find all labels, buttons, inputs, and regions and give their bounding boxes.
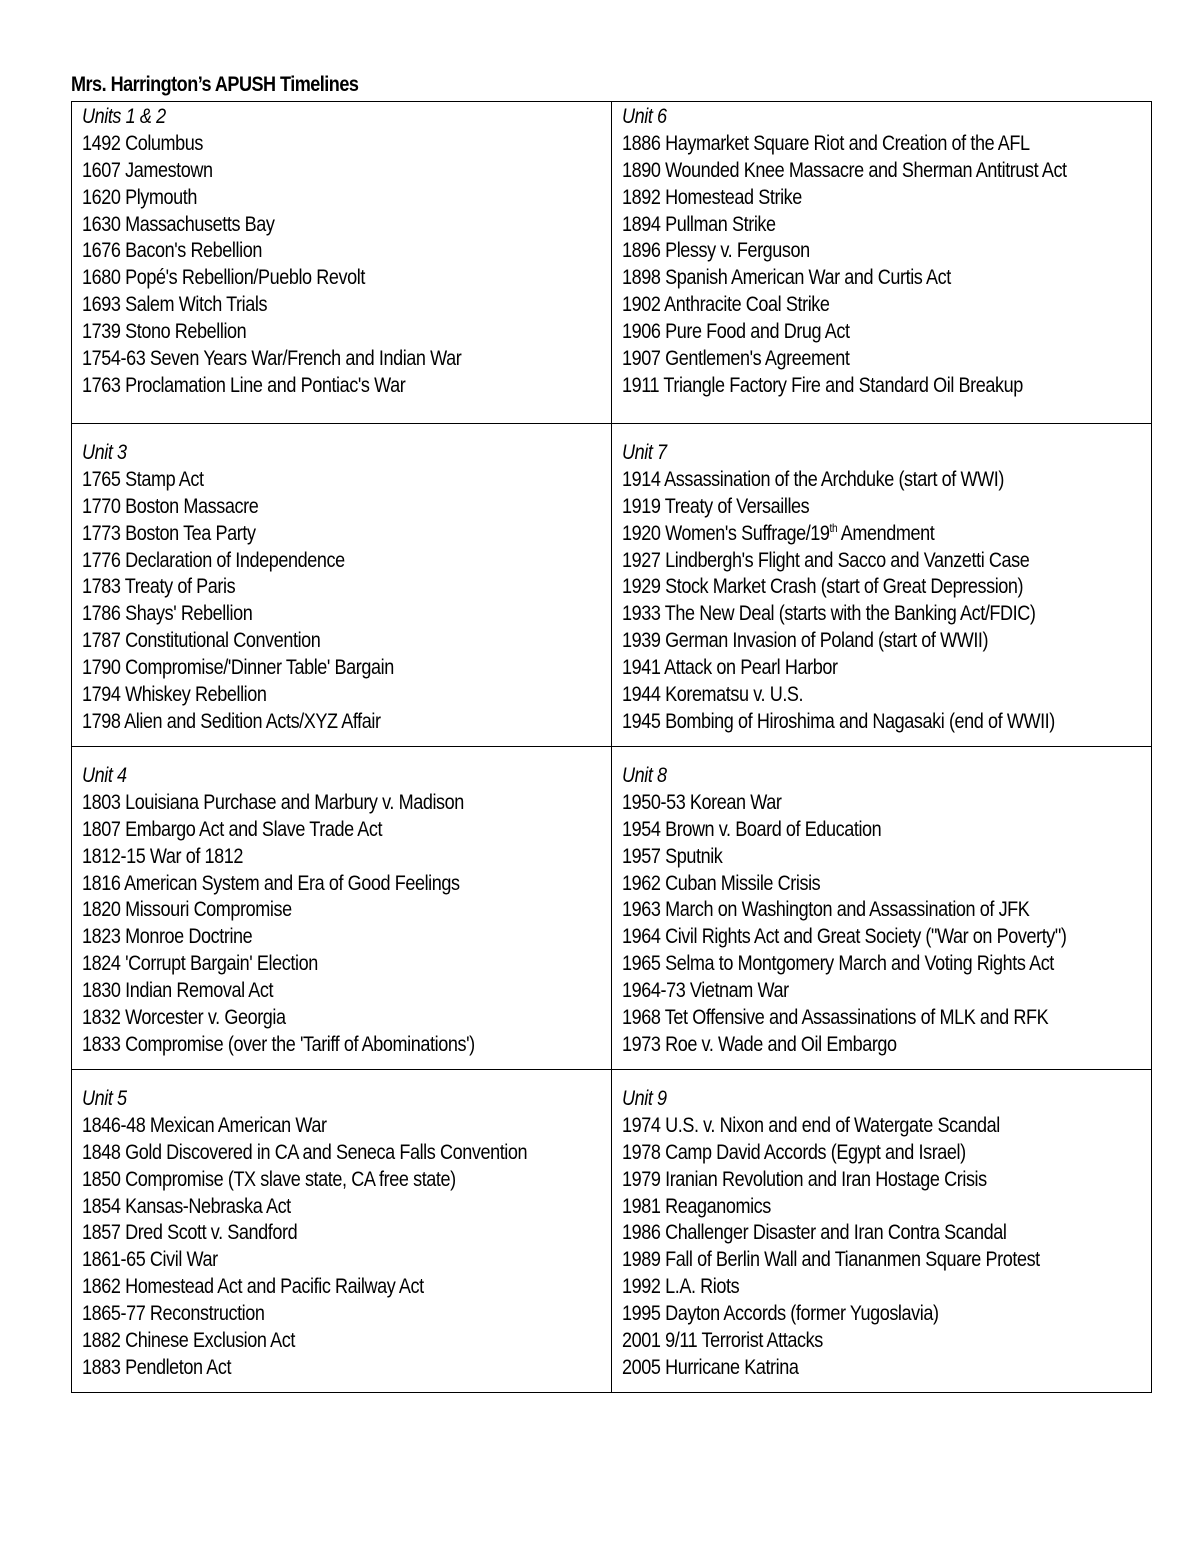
timeline-event: 1803 Louisiana Purchase and Marbury v. Madison bbox=[82, 789, 464, 814]
unit-heading: Unit 3 bbox=[82, 440, 127, 464]
timeline-event: 1794 Whiskey Rebellion bbox=[82, 682, 267, 707]
timeline-event: 1957 Sputnik bbox=[622, 843, 723, 868]
timeline-event: 1763 Proclamation Line and Pontiac's War bbox=[82, 372, 406, 397]
timeline-event: 1846-48 Mexican American War bbox=[82, 1112, 327, 1137]
timeline-event: 1882 Chinese Exclusion Act bbox=[82, 1328, 295, 1353]
timeline-event: 1968 Tet Offensive and Assassinations of MLK and RFK bbox=[622, 1005, 1049, 1030]
timeline-event: 1944 Korematsu v. U.S. bbox=[622, 682, 804, 707]
table-row bbox=[72, 102, 1152, 424]
timeline-event: 1950-53 Korean War bbox=[622, 789, 782, 814]
timeline-event: 1830 Indian Removal Act bbox=[82, 978, 274, 1003]
timeline-event: 1898 Spanish American War and Curtis Act bbox=[622, 265, 951, 290]
event-text: 1920 Women's Suffrage/19 bbox=[622, 520, 830, 545]
timeline-event: 1954 Brown v. Board of Education bbox=[622, 816, 882, 841]
timeline-event: 1974 U.S. v. Nixon and end of Watergate Scandal bbox=[622, 1112, 1000, 1137]
unit-cell-5 bbox=[72, 1070, 612, 1393]
timeline-event: 2001 9/11 Terrorist Attacks bbox=[622, 1328, 823, 1353]
unit-cell-7 bbox=[612, 424, 1152, 747]
timeline-event: 1945 Bombing of Hiroshima and Nagasaki (end of WWII) bbox=[622, 708, 1055, 733]
timeline-event: 1807 Embargo Act and Slave Trade Act bbox=[82, 816, 383, 841]
timeline-event: 1765 Stamp Act bbox=[82, 466, 204, 491]
unit-heading: Unit 9 bbox=[622, 1086, 667, 1110]
timeline-event: 1902 Anthracite Coal Strike bbox=[622, 292, 830, 317]
unit-cell-3 bbox=[72, 424, 612, 747]
timeline-event: 1911 Triangle Factory Fire and Standard Oil Breakup bbox=[622, 372, 1023, 397]
timeline-event: 1832 Worcester v. Georgia bbox=[82, 1005, 286, 1030]
unit-cell-1-2 bbox=[72, 102, 612, 424]
unit-heading: Unit 6 bbox=[622, 104, 667, 128]
timeline-event: 1914 Assassination of the Archduke (start of WWI) bbox=[622, 466, 1004, 491]
timeline-event: 1630 Massachusetts Bay bbox=[82, 211, 275, 236]
timeline-event: 1965 Selma to Montgomery March and Voting Rights Act bbox=[622, 951, 1054, 976]
timeline-event: 1941 Attack on Pearl Harbor bbox=[622, 655, 838, 680]
timeline-event: 1787 Constitutional Convention bbox=[82, 628, 321, 653]
timeline-event: 1929 Stock Market Crash (start of Great Depression) bbox=[622, 574, 1024, 599]
timeline-event: 1773 Boston Tea Party bbox=[82, 520, 256, 545]
unit-cell-6 bbox=[612, 102, 1152, 424]
timeline-event: 1786 Shays' Rebellion bbox=[82, 601, 253, 626]
timeline-event: 1939 German Invasion of Poland (start of WWII) bbox=[622, 628, 989, 653]
timeline-event: 1964 Civil Rights Act and Great Society ("War on Poverty") bbox=[622, 924, 1067, 949]
timeline-event: 1850 Compromise (TX slave state, CA free state) bbox=[82, 1166, 456, 1191]
timeline-event: 1886 Haymarket Square Riot and Creation of the AFL bbox=[622, 130, 1030, 155]
timeline-event: 1790 Compromise/'Dinner Table' Bargain bbox=[82, 655, 394, 680]
timeline-event: 1896 Plessy v. Ferguson bbox=[622, 238, 810, 263]
timeline-table bbox=[71, 101, 1152, 1393]
timeline-event: 1816 American System and Era of Good Feelings bbox=[82, 870, 460, 895]
timeline-event: 1890 Wounded Knee Massacre and Sherman Antitrust Act bbox=[622, 157, 1067, 182]
timeline-event: 1933 The New Deal (starts with the Banking Act/FDIC) bbox=[622, 601, 1036, 626]
table-row bbox=[72, 1070, 1152, 1393]
timeline-event: 1862 Homestead Act and Pacific Railway Act bbox=[82, 1274, 424, 1299]
ordinal-suffix: th bbox=[829, 520, 838, 535]
timeline-event: 1620 Plymouth bbox=[82, 184, 198, 209]
timeline-event: 1919 Treaty of Versailles bbox=[622, 493, 810, 518]
unit-cell-9 bbox=[612, 1070, 1152, 1393]
timeline-event: 1986 Challenger Disaster and Iran Contra Scandal bbox=[622, 1220, 1007, 1245]
page-title: Mrs. Harrington’s APUSH Timelines bbox=[71, 73, 359, 96]
table-row bbox=[72, 424, 1152, 747]
timeline-event: 1995 Dayton Accords (former Yugoslavia) bbox=[622, 1301, 939, 1326]
timeline-event: 1492 Columbus bbox=[82, 130, 204, 155]
timeline-event: 1964-73 Vietnam War bbox=[622, 978, 789, 1003]
timeline-event: 1973 Roe v. Wade and Oil Embargo bbox=[622, 1031, 897, 1056]
timeline-event: 1823 Monroe Doctrine bbox=[82, 924, 253, 949]
unit-cell-8 bbox=[612, 747, 1152, 1070]
timeline-event: 1927 Lindbergh's Flight and Sacco and Vanzetti Case bbox=[622, 547, 1030, 572]
timeline-event: 1865-77 Reconstruction bbox=[82, 1301, 265, 1326]
timeline-event: 1906 Pure Food and Drug Act bbox=[622, 319, 850, 344]
unit-heading: Unit 7 bbox=[622, 440, 667, 464]
timeline-event: 1962 Cuban Missile Crisis bbox=[622, 870, 821, 895]
timeline-event: 1812-15 War of 1812 bbox=[82, 843, 244, 868]
timeline-event: 1854 Kansas-Nebraska Act bbox=[82, 1193, 291, 1218]
timeline-event: 1693 Salem Witch Trials bbox=[82, 292, 268, 317]
table-row bbox=[72, 747, 1152, 1070]
timeline-event: 1607 Jamestown bbox=[82, 157, 213, 182]
timeline-event: 1680 Popé's Rebellion/Pueblo Revolt bbox=[82, 265, 365, 290]
timeline-event: 1989 Fall of Berlin Wall and Tiananmen Square Protest bbox=[622, 1247, 1040, 1272]
timeline-event: 1776 Declaration of Independence bbox=[82, 547, 345, 572]
timeline-event: 1857 Dred Scott v. Sandford bbox=[82, 1220, 298, 1245]
timeline-event: 1820 Missouri Compromise bbox=[82, 897, 292, 922]
unit-cell-4 bbox=[72, 747, 612, 1070]
timeline-event: 1861-65 Civil War bbox=[82, 1247, 218, 1272]
timeline-event: 1883 Pendleton Act bbox=[82, 1354, 232, 1379]
timeline-event: 1798 Alien and Sedition Acts/XYZ Affair bbox=[82, 708, 381, 733]
timeline-event: 1992 L.A. Riots bbox=[622, 1274, 740, 1299]
timeline-event: 1978 Camp David Accords (Egypt and Israel) bbox=[622, 1139, 966, 1164]
timeline-event: 2005 Hurricane Katrina bbox=[622, 1354, 799, 1379]
timeline-event: 1824 'Corrupt Bargain' Election bbox=[82, 951, 318, 976]
timeline-event: 1907 Gentlemen's Agreement bbox=[622, 346, 850, 371]
unit-heading: Unit 8 bbox=[622, 763, 667, 787]
unit-heading: Unit 4 bbox=[82, 763, 127, 787]
timeline-event: 1979 Iranian Revolution and Iran Hostage Crisis bbox=[622, 1166, 987, 1191]
timeline-event: 1754-63 Seven Years War/French and Indian War bbox=[82, 346, 462, 371]
timeline-event: 1981 Reaganomics bbox=[622, 1193, 771, 1218]
unit-heading: Units 1 & 2 bbox=[82, 104, 166, 128]
timeline-event: 1676 Bacon's Rebellion bbox=[82, 238, 262, 263]
timeline-event bbox=[622, 520, 1066, 547]
timeline-event: 1739 Stono Rebellion bbox=[82, 319, 247, 344]
timeline-event: 1770 Boston Massacre bbox=[82, 493, 259, 518]
timeline-event: 1783 Treaty of Paris bbox=[82, 574, 236, 599]
timeline-event: 1892 Homestead Strike bbox=[622, 184, 802, 209]
timeline-event: 1894 Pullman Strike bbox=[622, 211, 776, 236]
timeline-event: 1833 Compromise (over the 'Tariff of Abominations') bbox=[82, 1031, 475, 1056]
timeline-event: 1963 March on Washington and Assassination of JFK bbox=[622, 897, 1030, 922]
unit-heading: Unit 5 bbox=[82, 1086, 127, 1110]
event-text-tail: Amendment bbox=[837, 520, 935, 545]
timeline-event: 1848 Gold Discovered in CA and Seneca Falls Convention bbox=[82, 1139, 528, 1164]
